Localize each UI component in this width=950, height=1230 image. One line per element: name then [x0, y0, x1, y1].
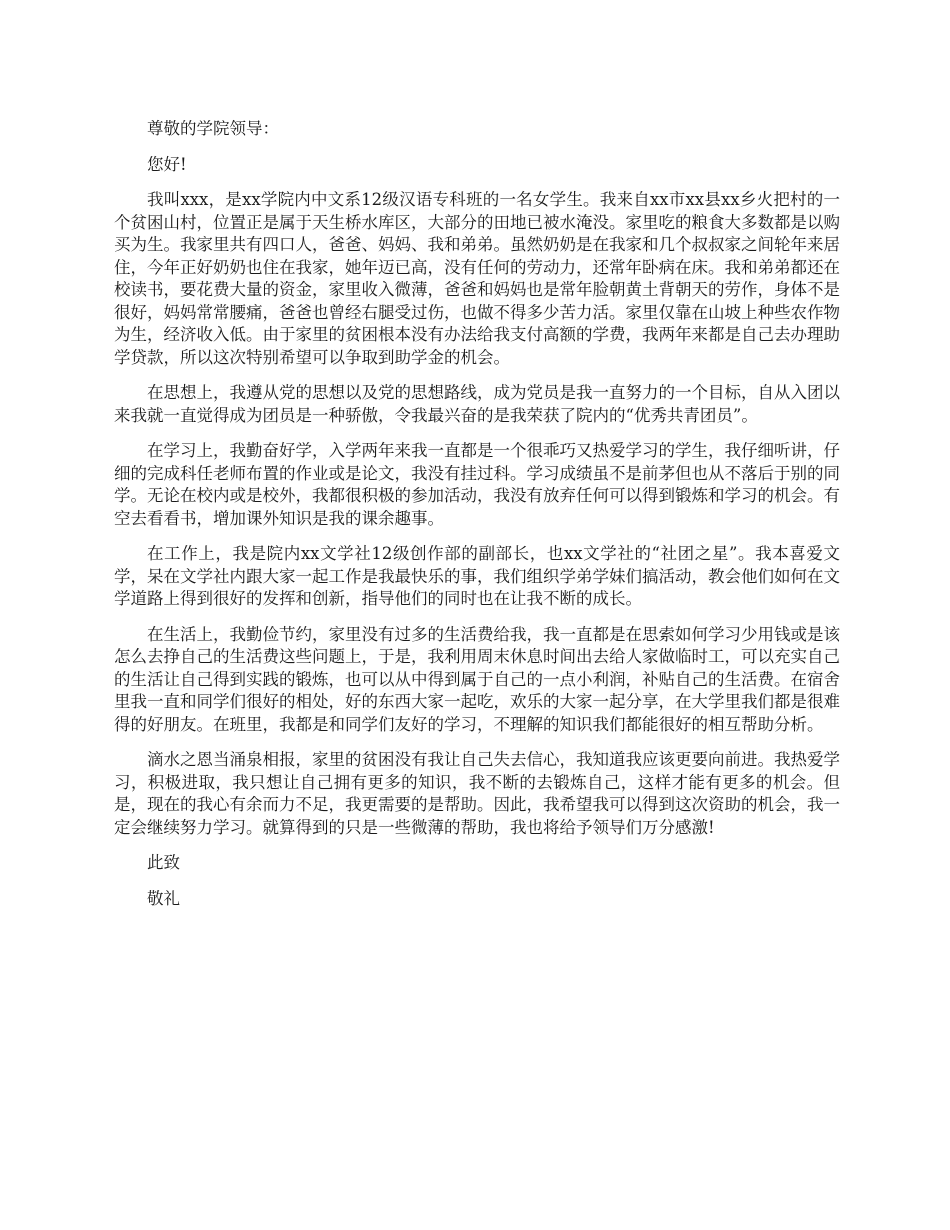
- paragraph-work: 在工作上，我是院内xx文学社12级创作部的副部长，也xx文学社的“社团之星”。我本喜爱文学，呆在文学社内跟大家一起工作是我最快乐的事，我们组织学弟学妹们搞活动，教会他们如何在文学道路上得到很好的发挥和创新，指导他们的同时也在让我不断的成长。: [114, 544, 840, 608]
- closing-ci-zhi: 此致: [147, 853, 180, 872]
- paragraph-background: 我叫xxx，是xx学院内中文系12级汉语专科班的一名女学生。我来自xx市xx县xx乡火把村的一个贫困山村，位置正是属于天生桥水库区，大部分的田地已被水淹没。家里吃的粮食大多数都是以购买为生。我家里共有四口人，爸爸、妈妈、我和弟弟。虽然奶奶是在我家和几个叔叔家之间轮年来居住，今年正好奶奶也住在我家，她年迈已高，没有任何的劳动力，还常年卧病在床。我和弟弟都还在校读书，要花费大量的资金，家里收入微薄，爸爸和妈妈也是常年脸朝黄土背朝天的劳作，身体不是很好，妈妈常常腰痛，爸爸也曾经右腿受过伤，也做不得多少苦力活。家里仅靠在山坡上种些农作物为生，经济收入低。由于家里的贫困根本没有办法给我支付高额的学费，我两年来都是自己去办理助学贷款，所以这次特别希望可以争取到助学金的机会。: [114, 190, 840, 367]
- paragraph-ideology: 在思想上，我遵从党的思想以及党的思想路线，成为党员是我一直努力的一个目标，自从入团以来我就一直觉得成为团员是一种骄傲，令我最兴奋的是我荣获了院内的“优秀共青团员”。: [114, 383, 840, 425]
- paragraph-conclusion: 滴水之恩当涌泉相报，家里的贫困没有我让自己失去信心，我知道我应该更要向前进。我热爱学习，积极进取，我只想让自己拥有更多的知识，我不断的去锻炼自己，这样才能有更多的机会。但是，现在的我心有余而力不足，我更需要的是帮助。因此，我希望我可以得到这次资助的机会，我一定会继续努力学习。就算得到的只是一些微薄的帮助，我也将给予领导们万分感激!: [114, 750, 840, 837]
- salutation: 尊敬的学院领导：: [147, 119, 279, 138]
- greeting: 您好!: [147, 154, 187, 174]
- paragraph-life: 在生活上，我勤俭节约，家里没有过多的生活费给我，我一直都是在思索如何学习少用钱或是该怎么去挣自己的生活费这些问题上，于是，我利用周末休息时间出去给人家做临时工，可以充实自己的生活让自己得到实践的锻炼，也可以从中得到属于自己的一点小利润，补贴自己的生活费。在宿舍里我一直和同学们很好的相处，好的东西大家一起吃，欢乐的大家一起分享，在大学里我们都是很难得的好朋友。在班里，我都是和同学们友好的学习，不理解的知识我们都能很好的相互帮助分析。: [114, 624, 840, 734]
- letter-body: [114, 118, 840, 923]
- closing-jing-li: 敬礼: [147, 888, 180, 908]
- paragraph-study: 在学习上，我勤奋好学，入学两年来我一直都是一个很乖巧又热爱学习的学生，我仔细听讲，仔细的完成科任老师布置的作业或是论文，我没有挂过科。学习成绩虽不是前茅但也从不落后于别的同学。无论在校内或是校外，我都很积极的参加活动，我没有放弃任何可以得到锻炼和学习的机会。有空去看看书，增加课外知识是我的课余趣事。: [114, 441, 840, 528]
